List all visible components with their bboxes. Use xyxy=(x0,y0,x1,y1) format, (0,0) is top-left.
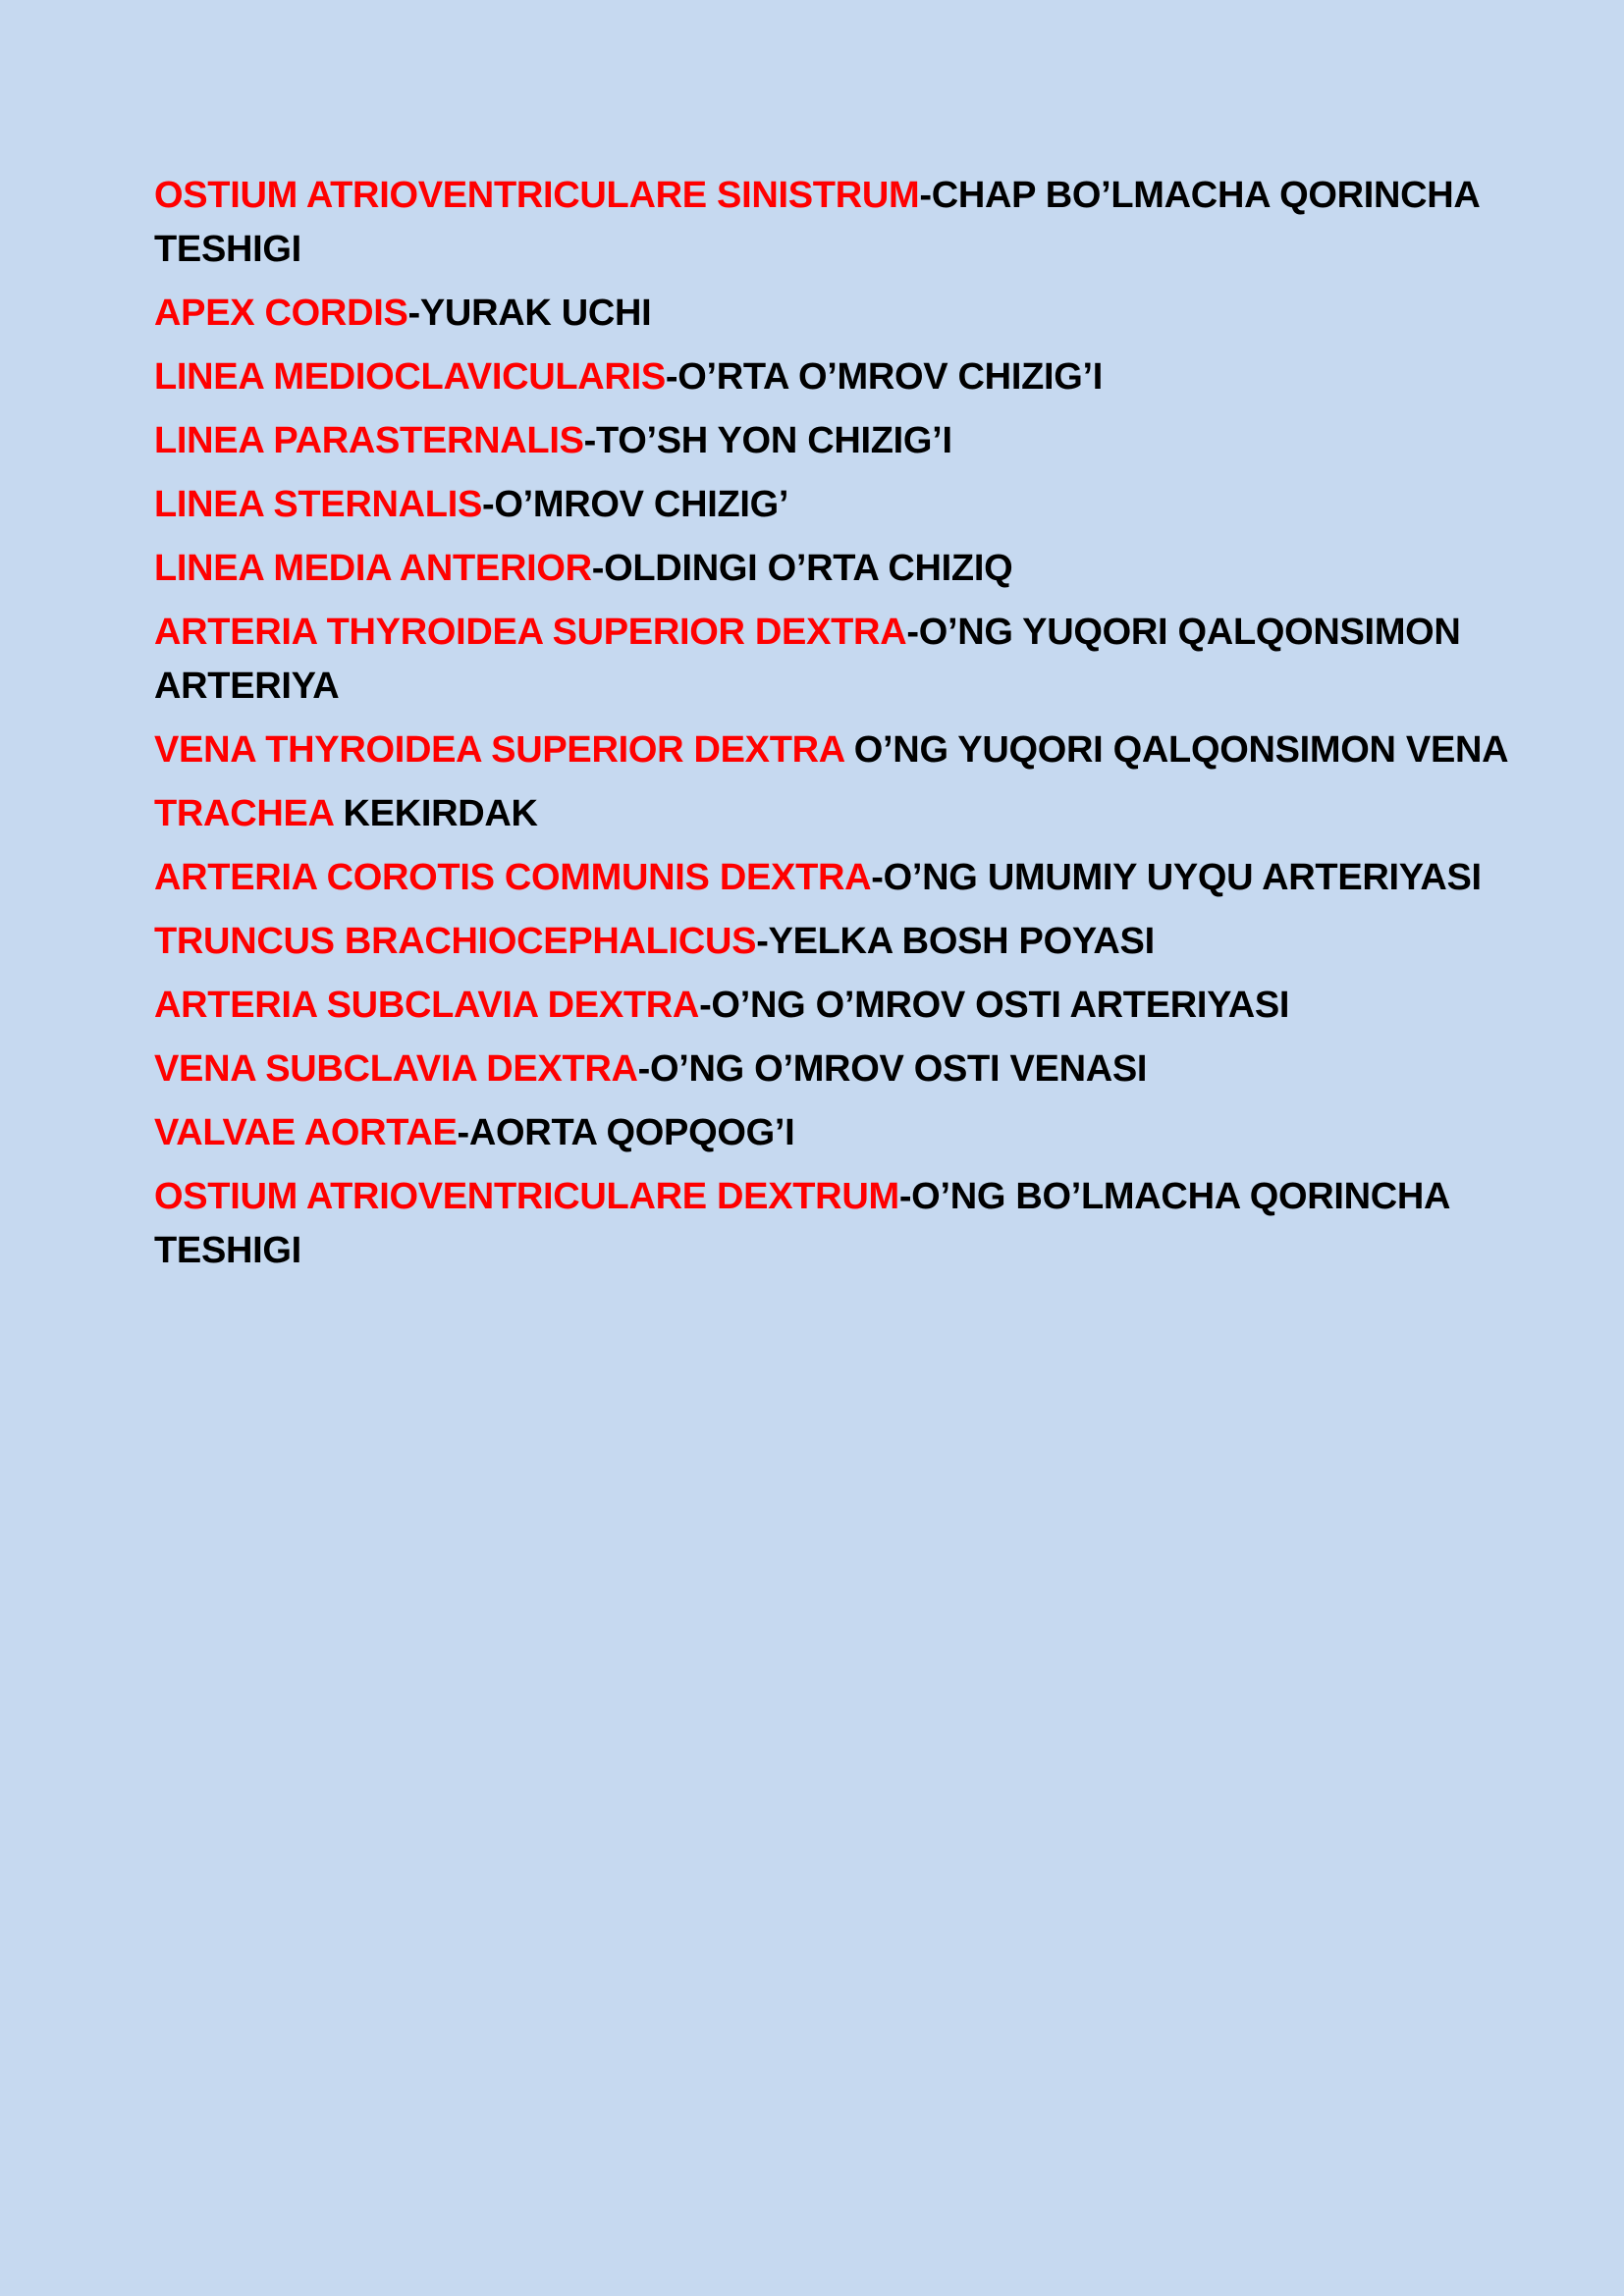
uzbek-translation: -YURAK UCHI xyxy=(407,293,652,334)
uzbek-translation: -O’RTA O’MROV CHIZIG’I xyxy=(665,356,1104,398)
uzbek-translation: -AORTA QOPQOG’I xyxy=(457,1112,795,1153)
term-entry xyxy=(154,1106,1529,1160)
uzbek-translation: KEKIRDAK xyxy=(333,793,538,834)
latin-term: ARTERIA COROTIS COMMUNIS DEXTRA xyxy=(154,857,872,898)
latin-term: ARTERIA THYROIDEA SUPERIOR DEXTRA xyxy=(154,612,907,653)
latin-term: LINEA MEDIOCLAVICULARIS xyxy=(154,356,666,398)
latin-term: LINEA PARASTERNALIS xyxy=(154,420,584,461)
term-entry xyxy=(154,851,1529,905)
term-entry xyxy=(154,542,1529,596)
term-entry xyxy=(154,606,1529,714)
term-entry xyxy=(154,1042,1529,1096)
uzbek-translation: -O’NG YUQORI QALQONSIMON ARTERIYA xyxy=(154,612,1461,707)
term-entry xyxy=(154,787,1529,841)
uzbek-translation: -O’MROV CHIZIG’ xyxy=(482,484,789,525)
latin-term: LINEA STERNALIS xyxy=(154,484,482,525)
latin-term: OSTIUM ATRIOVENTRICULARE DEXTRUM xyxy=(154,1176,899,1217)
latin-term: TRUNCUS BRACHIOCEPHALICUS xyxy=(154,921,757,962)
uzbek-translation: -YELKA BOSH POYASI xyxy=(756,921,1155,962)
latin-term: VENA SUBCLAVIA DEXTRA xyxy=(154,1048,638,1090)
uzbek-translation: -O’NG O’MROV OSTI ARTERIYASI xyxy=(699,985,1290,1026)
latin-term: VENA THYROIDEA SUPERIOR DEXTRA xyxy=(154,729,844,771)
latin-term: APEX CORDIS xyxy=(154,293,408,334)
term-entry xyxy=(154,169,1529,277)
term-entry xyxy=(154,478,1529,532)
term-entry xyxy=(154,723,1529,777)
term-list xyxy=(154,169,1529,1288)
uzbek-translation: -TO’SH YON CHIZIG’I xyxy=(583,420,952,461)
latin-term: VALVAE AORTAE xyxy=(154,1112,458,1153)
term-entry xyxy=(154,915,1529,969)
uzbek-translation: -OLDINGI O’RTA CHIZIQ xyxy=(591,548,1013,589)
uzbek-translation: O’NG YUQORI QALQONSIMON VENA xyxy=(843,729,1509,771)
latin-term: TRACHEA xyxy=(154,793,334,834)
term-entry xyxy=(154,1170,1529,1278)
term-entry xyxy=(154,287,1529,341)
uzbek-translation: -O’NG O’MROV OSTI VENASI xyxy=(637,1048,1148,1090)
uzbek-translation: -O’NG BO’LMACHA QORINCHA TESHIGI xyxy=(154,1176,1449,1271)
term-entry xyxy=(154,414,1529,468)
term-entry xyxy=(154,979,1529,1033)
latin-term: ARTERIA SUBCLAVIA DEXTRA xyxy=(154,985,700,1026)
latin-term: LINEA MEDIA ANTERIOR xyxy=(154,548,592,589)
uzbek-translation: -CHAP BO’LMACHA QORINCHA TESHIGI xyxy=(154,175,1480,270)
uzbek-translation: -O’NG UMUMIY UYQU ARTERIYASI xyxy=(871,857,1482,898)
latin-term: OSTIUM ATRIOVENTRICULARE SINISTRUM xyxy=(154,175,920,216)
term-entry xyxy=(154,350,1529,404)
